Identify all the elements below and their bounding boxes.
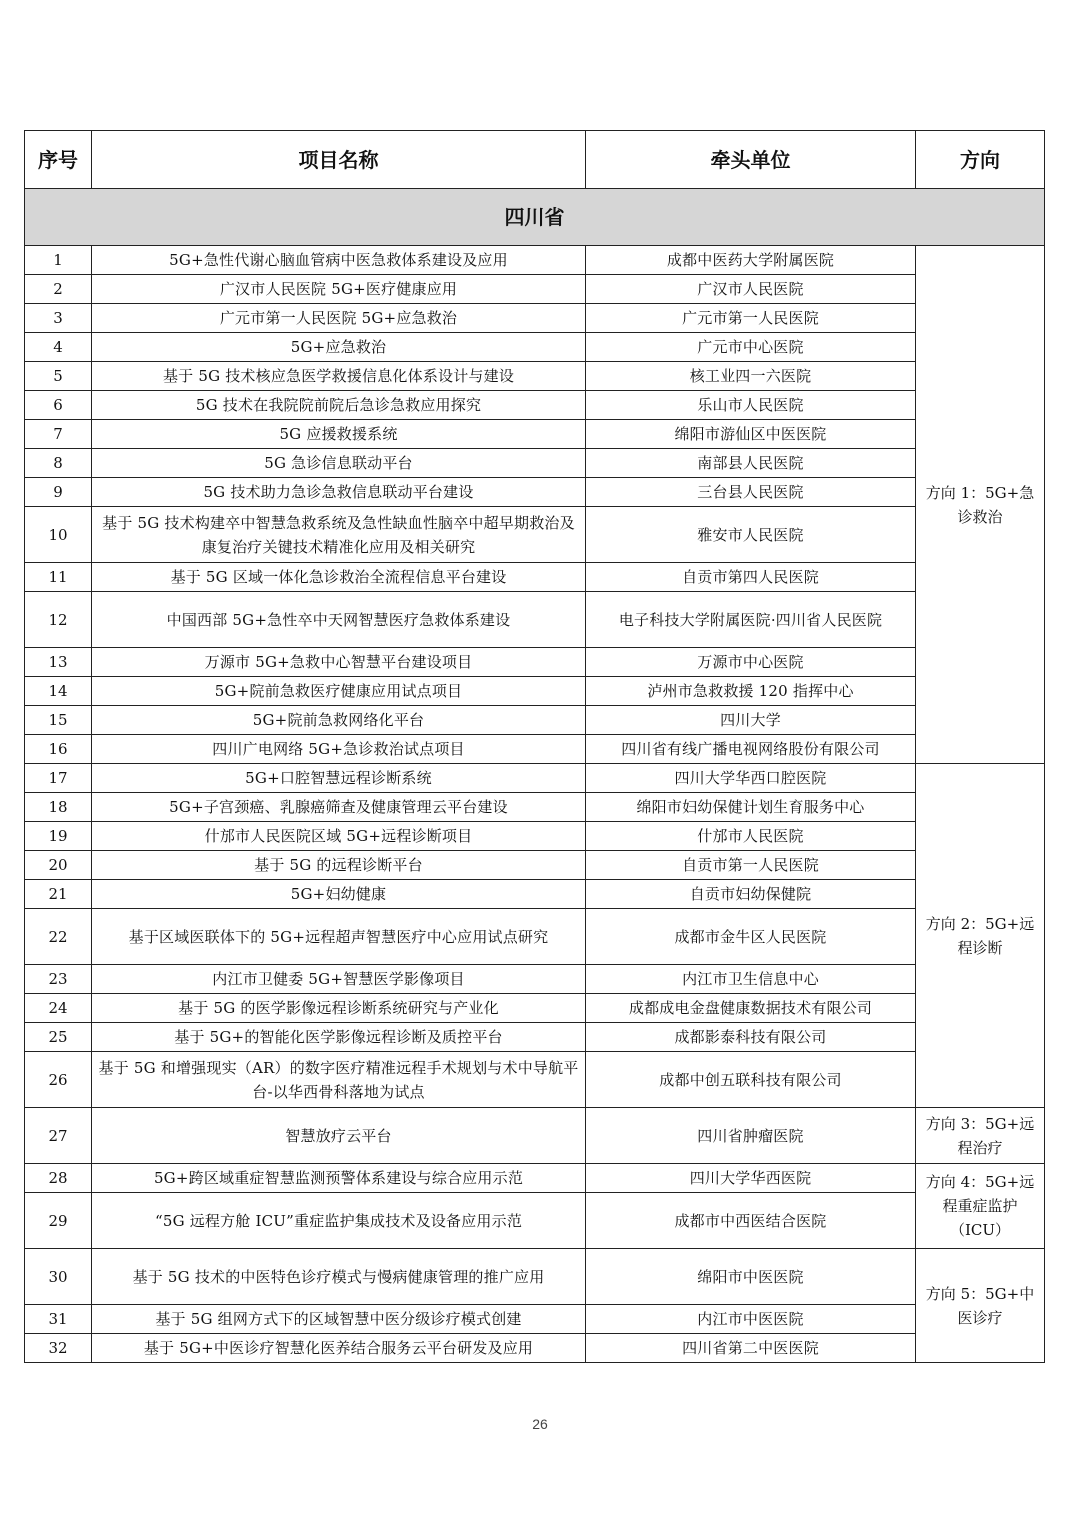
table-row [25, 246, 1045, 275]
lead-unit: 绵阳市游仙区中医医院 [586, 420, 916, 449]
row-number: 3 [25, 304, 92, 333]
table-row [25, 735, 1045, 764]
lead-unit: 核工业四一六医院 [586, 362, 916, 391]
lead-unit: 绵阳市中医医院 [586, 1249, 916, 1305]
project-name: 智慧放疗云平台 [92, 1108, 586, 1164]
table-row [25, 391, 1045, 420]
project-name: 中国西部 5G+急性卒中天网智慧医疗急救体系建设 [92, 592, 586, 648]
lead-unit: 广汉市人民医院 [586, 275, 916, 304]
lead-unit: 绵阳市妇幼保健计划生育服务中心 [586, 793, 916, 822]
row-number: 17 [25, 764, 92, 793]
row-number: 21 [25, 880, 92, 909]
lead-unit: 成都影泰科技有限公司 [586, 1023, 916, 1052]
row-number: 19 [25, 822, 92, 851]
table-row [25, 764, 1045, 793]
table-row [25, 275, 1045, 304]
table-row [25, 1023, 1045, 1052]
direction-cell: 方向 2：5G+远程诊断 [916, 764, 1045, 1108]
lead-unit: 内江市中医医院 [586, 1305, 916, 1334]
project-name: 5G+院前急救网络化平台 [92, 706, 586, 735]
table-row [25, 793, 1045, 822]
row-number: 28 [25, 1164, 92, 1193]
row-number: 9 [25, 478, 92, 507]
header-name: 项目名称 [92, 131, 586, 189]
row-number: 16 [25, 735, 92, 764]
row-number: 6 [25, 391, 92, 420]
lead-unit: 自贡市第四人民医院 [586, 563, 916, 592]
table-row [25, 677, 1045, 706]
lead-unit: 自贡市第一人民医院 [586, 851, 916, 880]
project-name: 5G 技术助力急诊急救信息联动平台建设 [92, 478, 586, 507]
table-row [25, 1193, 1045, 1249]
header-no: 序号 [25, 131, 92, 189]
project-name: 内江市卫健委 5G+智慧医学影像项目 [92, 965, 586, 994]
project-name: 基于 5G 组网方式下的区域智慧中医分级诊疗模式创建 [92, 1305, 586, 1334]
project-name: 基于 5G 技术构建卒中智慧急救系统及急性缺血性脑卒中超早期救治及康复治疗关键技术精准化应用及相关研究 [92, 507, 586, 563]
lead-unit: 什邡市人民医院 [586, 822, 916, 851]
lead-unit: 成都市中西医结合医院 [586, 1193, 916, 1249]
project-name: 5G 技术在我院院前院后急诊急救应用探究 [92, 391, 586, 420]
lead-unit: 自贡市妇幼保健院 [586, 880, 916, 909]
lead-unit: 四川大学华西口腔医院 [586, 764, 916, 793]
row-number: 18 [25, 793, 92, 822]
direction-cell: 方向 1：5G+急诊救治 [916, 246, 1045, 764]
row-number: 8 [25, 449, 92, 478]
project-name: 四川广电网络 5G+急诊救治试点项目 [92, 735, 586, 764]
table-row [25, 1334, 1045, 1363]
lead-unit: 三台县人民医院 [586, 478, 916, 507]
lead-unit: 四川省有线广播电视网络股份有限公司 [586, 735, 916, 764]
lead-unit: 成都中创五联科技有限公司 [586, 1052, 916, 1108]
lead-unit: 泸州市急救救援 120 指挥中心 [586, 677, 916, 706]
row-number: 29 [25, 1193, 92, 1249]
lead-unit: 四川省肿瘤医院 [586, 1108, 916, 1164]
row-number: 5 [25, 362, 92, 391]
table-row [25, 592, 1045, 648]
project-name: 基于 5G 技术核应急医学救援信息化体系设计与建设 [92, 362, 586, 391]
lead-unit: 内江市卫生信息中心 [586, 965, 916, 994]
project-name: 基于区域医联体下的 5G+远程超声智慧医疗中心应用试点研究 [92, 909, 586, 965]
province-row [25, 189, 1045, 246]
table-row [25, 965, 1045, 994]
project-name: 广汉市人民医院 5G+医疗健康应用 [92, 275, 586, 304]
direction-cell: 方向 3：5G+远程治疗 [916, 1108, 1045, 1164]
row-number: 7 [25, 420, 92, 449]
row-number: 14 [25, 677, 92, 706]
project-name: 5G+急性代谢心脑血管病中医急救体系建设及应用 [92, 246, 586, 275]
table-row [25, 909, 1045, 965]
table-row [25, 880, 1045, 909]
project-name: 万源市 5G+急救中心智慧平台建设项目 [92, 648, 586, 677]
header-row [25, 131, 1045, 189]
project-name: 基于 5G 技术的中医特色诊疗模式与慢病健康管理的推广应用 [92, 1249, 586, 1305]
row-number: 22 [25, 909, 92, 965]
row-number: 15 [25, 706, 92, 735]
project-name: 5G 应援救援系统 [92, 420, 586, 449]
row-number: 32 [25, 1334, 92, 1363]
project-name: 5G+口腔智慧远程诊断系统 [92, 764, 586, 793]
header-unit: 牵头单位 [586, 131, 916, 189]
table-row [25, 478, 1045, 507]
project-name: 基于 5G 区域一体化急诊救治全流程信息平台建设 [92, 563, 586, 592]
project-name: 广元市第一人民医院 5G+应急救治 [92, 304, 586, 333]
project-name: 5G+应急救治 [92, 333, 586, 362]
project-table [24, 130, 1045, 1363]
project-name: 5G+子宫颈癌、乳腺癌筛查及健康管理云平台建设 [92, 793, 586, 822]
lead-unit: 广元市第一人民医院 [586, 304, 916, 333]
table-row [25, 648, 1045, 677]
project-name: 什邡市人民医院区域 5G+远程诊断项目 [92, 822, 586, 851]
table-row [25, 1052, 1045, 1108]
row-number: 20 [25, 851, 92, 880]
row-number: 23 [25, 965, 92, 994]
direction-cell: 方向 4：5G+远程重症监护（ICU） [916, 1164, 1045, 1249]
row-number: 27 [25, 1108, 92, 1164]
lead-unit: 南部县人民医院 [586, 449, 916, 478]
row-number: 13 [25, 648, 92, 677]
lead-unit: 广元市中心医院 [586, 333, 916, 362]
row-number: 2 [25, 275, 92, 304]
row-number: 24 [25, 994, 92, 1023]
lead-unit: 雅安市人民医院 [586, 507, 916, 563]
direction-cell: 方向 5：5G+中医诊疗 [916, 1249, 1045, 1363]
row-number: 4 [25, 333, 92, 362]
row-number: 25 [25, 1023, 92, 1052]
lead-unit: 成都市金牛区人民医院 [586, 909, 916, 965]
row-number: 31 [25, 1305, 92, 1334]
project-name: 5G+妇幼健康 [92, 880, 586, 909]
project-name: 基于 5G 的医学影像远程诊断系统研究与产业化 [92, 994, 586, 1023]
table-row [25, 706, 1045, 735]
project-name: 5G+跨区域重症智慧监测预警体系建设与综合应用示范 [92, 1164, 586, 1193]
project-name: 5G 急诊信息联动平台 [92, 449, 586, 478]
table-row [25, 362, 1045, 391]
table-row [25, 851, 1045, 880]
project-name: 基于 5G+中医诊疗智慧化医养结合服务云平台研发及应用 [92, 1334, 586, 1363]
table-row [25, 449, 1045, 478]
table-row [25, 1249, 1045, 1305]
header-direction: 方向 [916, 131, 1045, 189]
project-name: “5G 远程方舱 ICU”重症监护集成技术及设备应用示范 [92, 1193, 586, 1249]
lead-unit: 万源市中心医院 [586, 648, 916, 677]
page-number: 26 [532, 1416, 548, 1432]
row-number: 26 [25, 1052, 92, 1108]
table-row [25, 563, 1045, 592]
table-row [25, 994, 1045, 1023]
project-name: 基于 5G+的智能化医学影像远程诊断及质控平台 [92, 1023, 586, 1052]
lead-unit: 成都中医药大学附属医院 [586, 246, 916, 275]
table-row [25, 420, 1045, 449]
table-row [25, 304, 1045, 333]
province-label: 四川省 [25, 189, 1045, 246]
lead-unit: 电子科技大学附属医院·四川省人民医院 [586, 592, 916, 648]
table-row [25, 1108, 1045, 1164]
row-number: 1 [25, 246, 92, 275]
project-name: 基于 5G 的远程诊断平台 [92, 851, 586, 880]
table-row [25, 1305, 1045, 1334]
project-name: 5G+院前急救医疗健康应用试点项目 [92, 677, 586, 706]
project-name: 基于 5G 和增强现实（AR）的数字医疗精准远程手术规划与术中导航平台-以华西骨科落地为试点 [92, 1052, 586, 1108]
lead-unit: 四川省第二中医医院 [586, 1334, 916, 1363]
table-row [25, 333, 1045, 362]
lead-unit: 成都成电金盘健康数据技术有限公司 [586, 994, 916, 1023]
row-number: 12 [25, 592, 92, 648]
row-number: 11 [25, 563, 92, 592]
lead-unit: 四川大学华西医院 [586, 1164, 916, 1193]
lead-unit: 四川大学 [586, 706, 916, 735]
table-row [25, 507, 1045, 563]
table-row [25, 1164, 1045, 1193]
lead-unit: 乐山市人民医院 [586, 391, 916, 420]
row-number: 10 [25, 507, 92, 563]
row-number: 30 [25, 1249, 92, 1305]
table-row [25, 822, 1045, 851]
